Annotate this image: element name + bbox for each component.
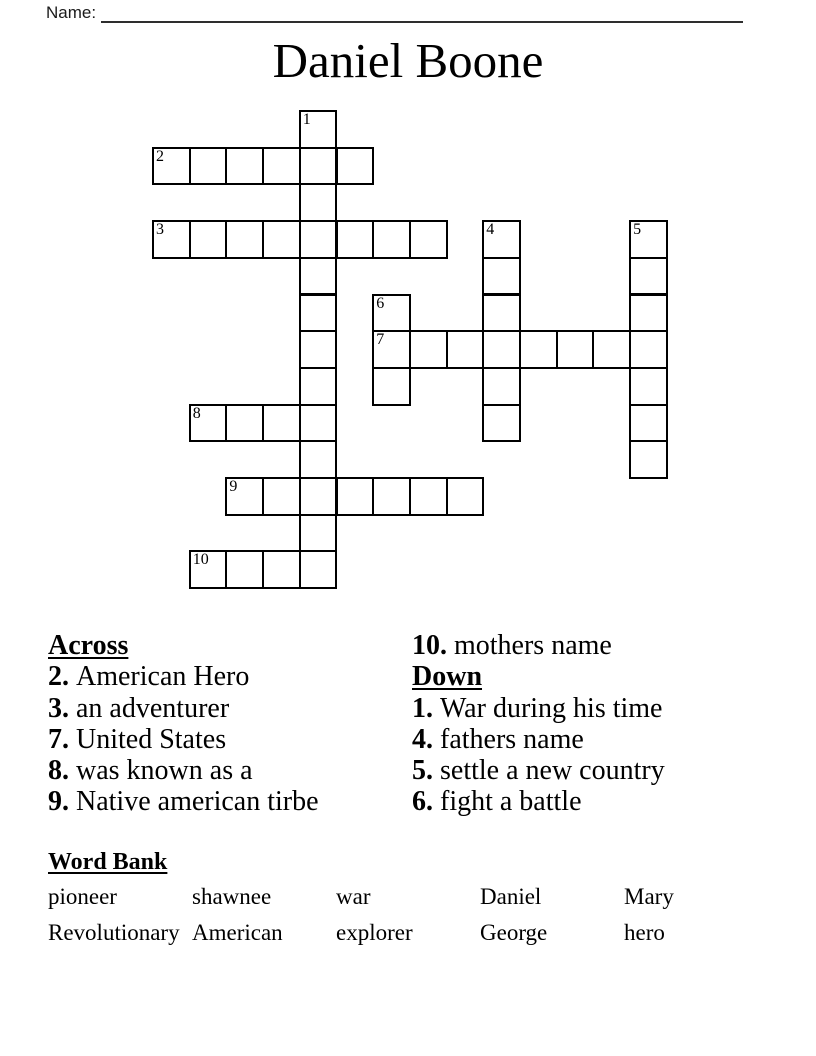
- clue-text: fight a battle: [440, 786, 582, 818]
- grid-cell[interactable]: [372, 294, 411, 333]
- grid-cell[interactable]: [299, 294, 338, 333]
- word-bank-word: Daniel: [480, 884, 542, 909]
- clue-item: [48, 693, 319, 724]
- grid-cell[interactable]: [519, 330, 558, 369]
- grid-cell[interactable]: [629, 367, 668, 406]
- cell-number: 8: [192, 404, 201, 422]
- word-bank-word: explorer: [336, 920, 413, 945]
- down-heading: Down: [412, 661, 483, 693]
- clue-text: Native american tirbe: [76, 786, 319, 818]
- clue-item: [48, 755, 319, 786]
- word-bank-word: Revolutionary: [48, 920, 180, 945]
- clue-text: War during his time: [440, 692, 663, 724]
- grid-cell[interactable]: [299, 110, 338, 149]
- grid-cell[interactable]: [299, 367, 338, 406]
- clue-number-label: 3.: [48, 692, 69, 724]
- grid-cell[interactable]: [482, 220, 521, 259]
- grid-cell[interactable]: [262, 404, 301, 443]
- word-bank-row: [0, 920, 816, 950]
- grid-cell[interactable]: [629, 220, 668, 259]
- clue-number-label: 6.: [412, 786, 433, 818]
- cell-number: 7: [376, 331, 385, 349]
- clue-item: [48, 661, 319, 692]
- grid-cell[interactable]: [629, 440, 668, 479]
- clue-number-label: 8.: [48, 755, 69, 787]
- word-bank-heading: Word Bank: [48, 849, 168, 875]
- grid-cell[interactable]: [299, 514, 338, 553]
- word-bank-row: [0, 884, 816, 914]
- page-title: Daniel Boone: [272, 33, 544, 88]
- grid-cell[interactable]: [372, 220, 411, 259]
- grid-cell[interactable]: [225, 147, 264, 186]
- grid-cell[interactable]: [299, 220, 338, 259]
- grid-cell[interactable]: [299, 477, 338, 516]
- grid-cell[interactable]: [556, 330, 595, 369]
- grid-cell[interactable]: [189, 404, 228, 443]
- grid-cell[interactable]: [189, 550, 228, 589]
- grid-cell[interactable]: [629, 257, 668, 296]
- clue-number-label: 4.: [412, 723, 433, 755]
- word-bank-word: Mary: [624, 884, 674, 909]
- grid-cell[interactable]: [372, 477, 411, 516]
- clue-text: American Hero: [76, 661, 250, 693]
- clue-text: United States: [76, 723, 227, 755]
- grid-cell[interactable]: [372, 330, 411, 369]
- clue-number-label: 7.: [48, 723, 69, 755]
- grid-cell[interactable]: [189, 147, 228, 186]
- grid-cell[interactable]: [629, 330, 668, 369]
- cell-number: 3: [156, 221, 164, 239]
- cell-number: 5: [633, 221, 642, 239]
- word-bank-word: war: [336, 884, 371, 909]
- clue-item: [412, 724, 665, 755]
- grid-cell[interactable]: [299, 550, 338, 589]
- grid-cell[interactable]: [225, 220, 264, 259]
- grid-cell[interactable]: [299, 330, 338, 369]
- grid-cell[interactable]: [152, 147, 191, 186]
- grid-cell[interactable]: [299, 257, 338, 296]
- clue-item: [412, 693, 665, 724]
- grid-cell[interactable]: [299, 183, 338, 222]
- clue-item: [412, 755, 665, 786]
- grid-cell[interactable]: [152, 220, 191, 259]
- word-bank-word: American: [192, 920, 283, 945]
- clue-text: mothers name: [454, 630, 612, 661]
- grid-cell[interactable]: [482, 294, 521, 333]
- grid-cell[interactable]: [592, 330, 631, 369]
- across-clues-column: [48, 630, 319, 818]
- name-label: Name:: [46, 3, 97, 22]
- grid-cell[interactable]: [225, 550, 264, 589]
- grid-cell[interactable]: [336, 220, 375, 259]
- grid-cell[interactable]: [262, 147, 301, 186]
- grid-cell[interactable]: [299, 147, 338, 186]
- grid-cell[interactable]: [299, 440, 338, 479]
- clue-number-label: 9.: [48, 786, 69, 818]
- cell-number: 1: [302, 111, 311, 128]
- down-clues-column: [412, 630, 665, 818]
- grid-cell[interactable]: [189, 220, 228, 259]
- grid-cell[interactable]: [409, 220, 448, 259]
- word-bank-word: shawnee: [192, 884, 272, 909]
- grid-cell[interactable]: [262, 220, 301, 259]
- clue-item: [48, 724, 319, 755]
- across-heading: Across: [48, 630, 129, 661]
- word-bank-word: hero: [624, 920, 665, 945]
- grid-cell[interactable]: [482, 404, 521, 443]
- clue-item: [412, 786, 665, 817]
- grid-cell[interactable]: [482, 330, 521, 369]
- cell-number: 10: [192, 551, 209, 569]
- grid-cell[interactable]: [225, 404, 264, 443]
- grid-cell[interactable]: [629, 404, 668, 443]
- clue-text: was known as a: [76, 755, 253, 787]
- grid-cell[interactable]: [629, 294, 668, 333]
- grid-cell[interactable]: [482, 257, 521, 296]
- grid-cell[interactable]: [225, 477, 264, 516]
- grid-cell[interactable]: [336, 147, 375, 186]
- cell-number: 4: [486, 221, 495, 239]
- word-bank-word: George: [480, 920, 548, 945]
- grid-cell[interactable]: [409, 477, 448, 516]
- clue-number-label: 2.: [48, 661, 69, 693]
- grid-cell[interactable]: [262, 477, 301, 516]
- clue-text: an adventurer: [76, 692, 230, 724]
- cell-number: 6: [376, 294, 385, 312]
- grid-cell[interactable]: [262, 550, 301, 589]
- clue-number-label: 10.: [412, 630, 447, 661]
- clue-text: fathers name: [440, 723, 584, 755]
- clue-number-label: 1.: [412, 692, 433, 724]
- grid-cell[interactable]: [446, 330, 485, 369]
- clue-text: settle a new country: [440, 755, 665, 787]
- clue-item: [412, 630, 665, 661]
- grid-cell[interactable]: [482, 367, 521, 406]
- word-bank-word: pioneer: [48, 884, 117, 909]
- grid-cell[interactable]: [336, 477, 375, 516]
- clue-number-label: 5.: [412, 755, 433, 787]
- grid-cell[interactable]: [372, 367, 411, 406]
- grid-cell[interactable]: [409, 330, 448, 369]
- grid-cell[interactable]: [446, 477, 485, 516]
- cell-number: 2: [156, 147, 164, 165]
- grid-cell[interactable]: [299, 404, 338, 443]
- cell-number: 9: [229, 478, 238, 495]
- clue-item: [48, 786, 319, 817]
